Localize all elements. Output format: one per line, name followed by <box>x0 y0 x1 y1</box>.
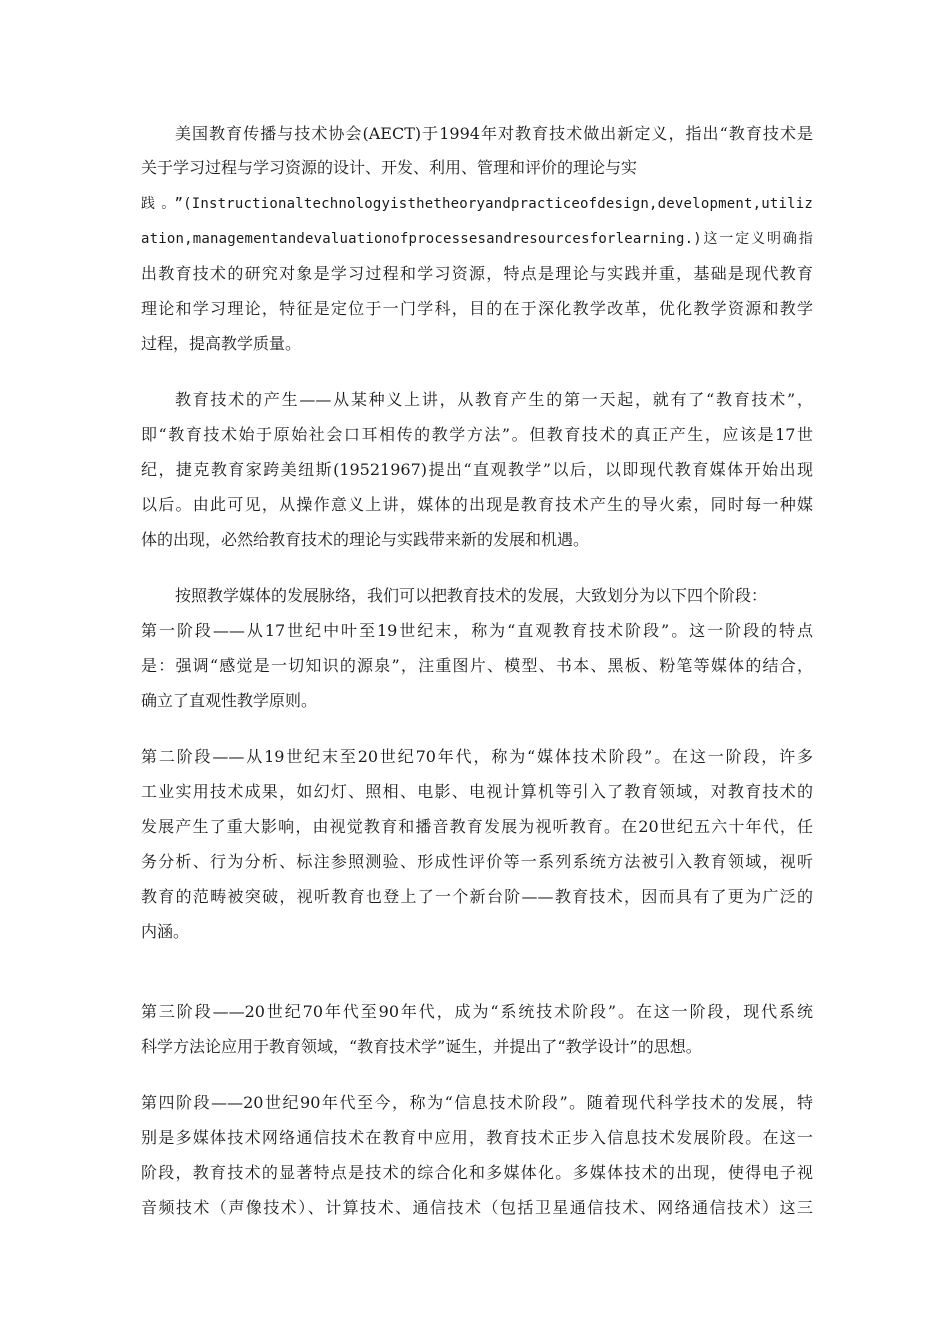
paragraph-2-line-2: 即“教育技术始于原始社会口耳相传的教学方法”。但教育技术的真正产生，应该是17世 <box>141 425 813 444</box>
paragraph-1-line-4: ation,managementandevaluationofprocessesandresourcesforlearning.)这一定义明确指 <box>141 231 813 247</box>
paragraph-1-line-6: 理论和学习理论，特征是定位于一门学科，目的在于深化教学改革，优化教学资源和教学 <box>141 299 813 318</box>
paragraph-2-line-4: 以后。由此可见，从操作意义上讲，媒体的出现是教育技术产生的导火索，同时每一种媒 <box>141 495 813 514</box>
paragraph-4-line-4: 务分析、行为分析、标注参照测验、形成性评价等一系列系统方法被引入教育领域，视听 <box>141 852 813 871</box>
paragraph-6-line-4: 音频技术（声像技术）、计算技术、通信技术（包括卫星通信技术、网络通信技术）这三 <box>141 1198 813 1217</box>
paragraph-1-line-5: 出教育技术的研究对象是学习过程和学习资源，特点是理论与实践并重，基础是现代教育 <box>141 264 813 283</box>
paragraph-5-line-2: 科学方法论应用于教育领域，“教育技术学”诞生，并提出了“教学设计”的思想。 <box>141 1037 702 1056</box>
paragraph-6-line-1: 第四阶段——20世纪90年代至今，称为“信息技术阶段”。随着现代科学技术的发展，特 <box>141 1093 813 1112</box>
paragraph-1-line-3: 践。”(Instructionaltechnologyisthetheoryandpracticeofdesign,development,utiliz <box>141 196 813 212</box>
paragraph-2-line-5: 体的出现，必然给教育技术的理论与实践带来新的发展和机遇。 <box>141 530 590 549</box>
paragraph-4-line-5: 教育的范畴被突破，视听教育也登上了一个新台阶——教育技术，因而具有了更为广泛的 <box>141 887 813 906</box>
paragraph-6-line-3: 阶段，教育技术的显著特点是技术的综合化和多媒体化。多媒体技术的出现，使得电子视 <box>141 1163 813 1182</box>
paragraph-4-line-3: 发展产生了重大影响，由视觉教育和播音教育发展为视听教育。在20世纪五六十年代，任 <box>141 817 813 836</box>
paragraph-1-line-2: 关于学习过程与学习资源的设计、开发、利用、管理和评价的理论与实 <box>141 158 638 177</box>
paragraph-3-line-4: 确立了直观性教学原则。 <box>141 691 318 710</box>
paragraph-1-line-1: 美国教育传播与技术协会(AECT)于1994年对教育技术做出新定义，指出“教育技术是 <box>175 124 813 143</box>
paragraph-2-line-1: 教育技术的产生——从某种义上讲，从教育产生的第一天起，就有了“教育技术”， <box>175 390 813 409</box>
paragraph-2-line-3: 纪，捷克教育家跨美纽斯(19521967)提出“直观教学”以后，以即现代教育媒体开始出现 <box>141 460 813 479</box>
paragraph-3-line-1: 按照教学媒体的发展脉络，我们可以把教育技术的发展，大致划分为以下四个阶段： <box>175 586 768 605</box>
paragraph-3-line-3: 是：强调“感觉是一切知识的源泉”，注重图片、模型、书本、黑板、粉笔等媒体的结合， <box>141 656 813 675</box>
paragraph-4-line-2: 工业实用技术成果，如幻灯、照相、电影、电视计算机等引入了教育领域，对教育技术的 <box>141 782 813 801</box>
paragraph-4-line-1: 第二阶段——从19世纪末至20世纪70年代，称为“媒体技术阶段”。在这一阶段，许多 <box>141 747 813 766</box>
paragraph-6-line-2: 别是多媒体技术网络通信技术在教育中应用，教育技术正步入信息技术发展阶段。在这一 <box>141 1128 813 1147</box>
paragraph-5-line-1: 第三阶段——20世纪70年代至90年代，成为“系统技术阶段”。在这一阶段，现代系统 <box>141 1002 813 1021</box>
paragraph-1-line-7: 过程，提高教学质量。 <box>141 334 302 353</box>
paragraph-3-line-2: 第一阶段——从17世纪中叶至19世纪末，称为“直观教育技术阶段”。这一阶段的特点 <box>141 621 813 640</box>
paragraph-4-line-6: 内涵。 <box>141 922 190 941</box>
